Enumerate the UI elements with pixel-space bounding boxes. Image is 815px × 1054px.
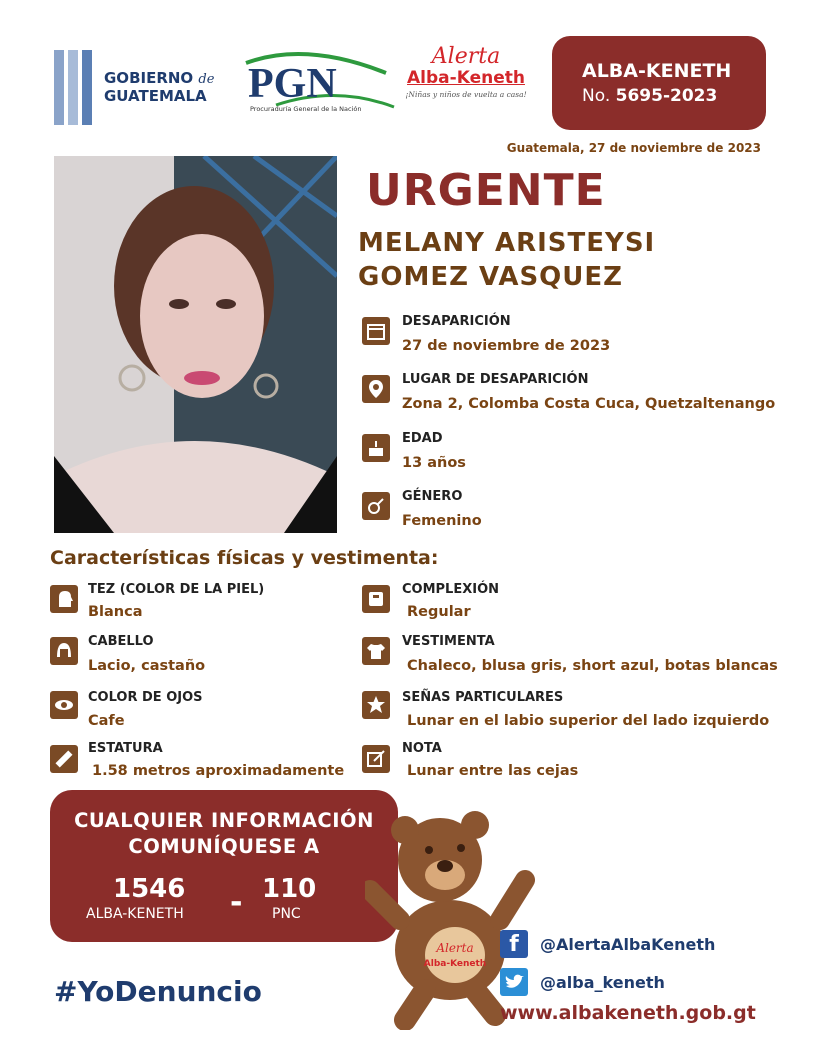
clothing-value: Chaleco, blusa gris, short azul, botas blancas [407, 658, 778, 674]
facebook-handle[interactable]: @AlertaAlbaKeneth [540, 935, 716, 954]
twitter-icon[interactable] [500, 968, 528, 996]
pgn-subtitle: Procuraduría General de la Nación [250, 105, 362, 113]
disappearance-date-label: DESAPARICIÓN [402, 314, 511, 329]
badge-title: ALBA-KENETH [582, 60, 732, 82]
alerta-logo-tagline: ¡Niñas y niños de vuelta a casa! [405, 90, 527, 99]
gender-label: GÉNERO [402, 489, 463, 504]
facebook-icon[interactable]: f [500, 930, 528, 958]
height-label: ESTATURA [88, 741, 163, 756]
urgent-heading: URGENTE [366, 165, 606, 216]
cake-icon [362, 434, 390, 462]
contact-heading: CUALQUIER INFORMACIÓN COMUNÍQUESE A [74, 809, 374, 858]
note-value: Lunar entre las cejas [407, 763, 579, 779]
missing-person-name: MELANY ARISTEYSI GOMEZ VASQUEZ [358, 228, 656, 292]
characteristics-title: Características físicas y vestimenta: [50, 547, 439, 569]
hair-icon [50, 637, 78, 665]
disappearance-place-label: LUGAR DE DESAPARICIÓN [402, 372, 589, 387]
shirt-icon [362, 637, 390, 665]
publication-date: Guatemala, 27 de noviembre de 2023 [506, 141, 761, 155]
case-number-badge [552, 36, 766, 130]
pnc-phone[interactable]: 110 [262, 874, 317, 904]
eye-color-value: Cafe [88, 713, 125, 729]
alba-keneth-phone[interactable]: 1546 [113, 874, 186, 904]
gobierno-logo-bars [54, 50, 94, 125]
gender-value: Femenino [402, 513, 482, 529]
clothing-label: VESTIMENTA [402, 634, 495, 649]
gender-icon [362, 492, 390, 520]
location-pin-icon [362, 375, 390, 403]
disappearance-place-value: Zona 2, Colomba Costa Cuca, Quetzaltenango [402, 396, 776, 412]
twitter-handle[interactable]: @alba_keneth [540, 973, 665, 992]
age-value: 13 años [402, 455, 466, 471]
pgn-logo-text: PGN [248, 61, 337, 107]
disappearance-date-value: 27 de noviembre de 2023 [402, 338, 611, 354]
age-label: EDAD [402, 431, 443, 446]
eye-icon [50, 691, 78, 719]
note-label: NOTA [402, 741, 442, 756]
alerta-logo-main: Alba-Keneth [407, 68, 525, 88]
skin-tone-value: Blanca [88, 604, 143, 620]
alerta-alba-keneth-logo [398, 46, 534, 99]
alba-keneth-phone-label: ALBA-KENETH [86, 906, 184, 922]
head-icon [50, 585, 78, 613]
build-value: Regular [407, 604, 471, 620]
star-icon [362, 691, 390, 719]
gobierno-guatemala-logo: GOBIERNO de GUATEMALA [104, 69, 215, 105]
hair-label: CABELLO [88, 634, 154, 649]
badge-number: No. 5695-2023 [582, 86, 718, 106]
eye-color-label: COLOR DE OJOS [88, 690, 203, 705]
bear-badge-top: Alerta [436, 941, 474, 955]
distinguishing-marks-value: Lunar en el labio superior del lado izquierdo [407, 713, 770, 729]
scale-icon [362, 585, 390, 613]
build-label: COMPLEXIÓN [402, 582, 500, 597]
contact-box [50, 790, 398, 942]
note-icon [362, 745, 390, 773]
height-value: 1.58 metros aproximadamente [92, 763, 345, 779]
hashtag: #YoDenuncio [54, 975, 262, 1008]
phone-separator: - [230, 885, 243, 920]
missing-person-photo [54, 156, 337, 533]
pnc-phone-label: PNC [272, 906, 301, 922]
calendar-icon [362, 317, 390, 345]
ruler-icon [50, 745, 78, 773]
skin-tone-label: TEZ (COLOR DE LA PIEL) [88, 582, 265, 597]
distinguishing-marks-label: SEÑAS PARTICULARES [402, 690, 564, 705]
website-link[interactable]: www.albakeneth.gob.gt [500, 1002, 756, 1024]
hair-value: Lacio, castaño [88, 658, 206, 674]
bear-badge-bottom: Alba-Keneth [423, 959, 487, 969]
alerta-logo-top: Alerta [431, 44, 501, 69]
